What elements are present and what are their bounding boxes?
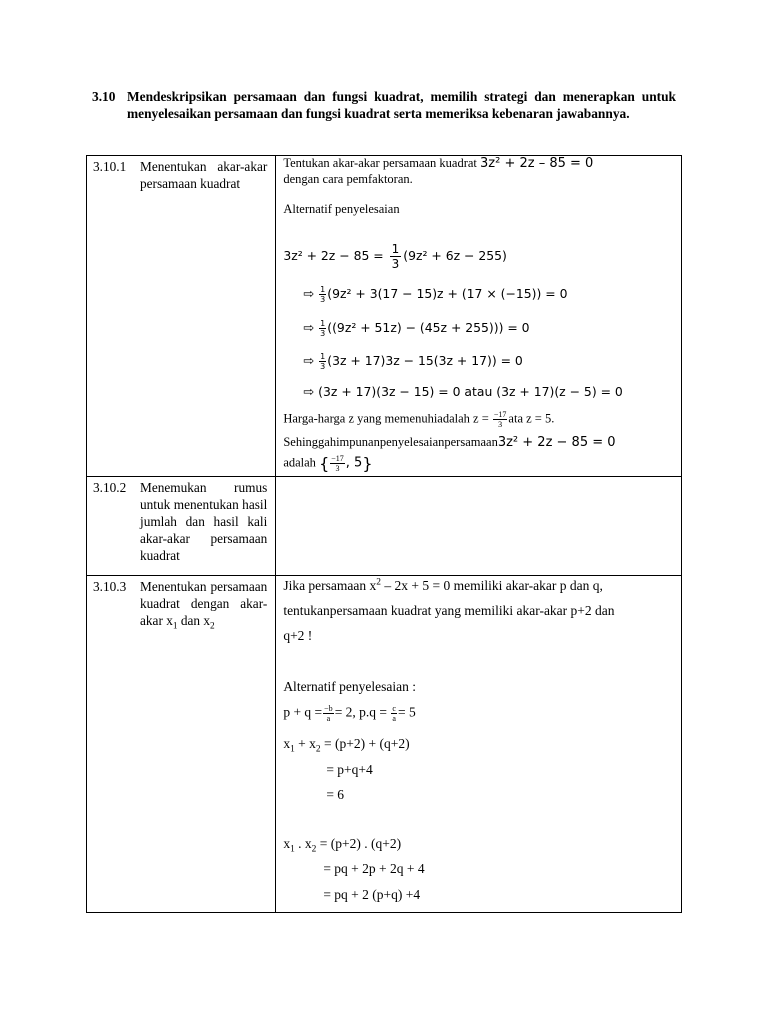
step-1: p + q = $\frac{-b}{a}$ = 2, p.q = $\frac{c}{a}$ = 5: [283, 704, 416, 723]
step-4: ⇨ (3z + 17)(3z − 15) = 0 atau (3z + 17)(z − 5) = 0: [303, 384, 623, 400]
step-3: = p+q+4: [326, 762, 373, 777]
step-5: $x_1$ . $x_2 = (p+2)$ . (q+2): [283, 836, 402, 855]
indicator-table: [86, 155, 682, 913]
alternative-label: Alternatif penyelesaian: [283, 202, 400, 216]
solution-cell: [276, 576, 682, 913]
alternative-label: Alternatif penyelesaian :: [283, 679, 417, 694]
step-7: = pq + 2 (p+q) +4: [323, 887, 421, 902]
arrow-icon: ⇨: [303, 321, 315, 336]
indicator-description: Menemukan rumus untuk menentukan hasil jumlah dan hasil kali akar-akar persamaan kuadrat: [140, 480, 268, 563]
step-2: ⇨ $\frac{1}{3}$ ((9z² + 51z) − (45z + 255))) = 0: [303, 319, 530, 338]
step-1: ⇨ $\frac{1}{3}$ (9z² + 3(17 − 15)z + (17 × (−15)) = 0: [303, 285, 568, 304]
section-number: 3.10: [92, 89, 116, 104]
question-tail: dengan cara pemfaktoran.: [283, 172, 413, 186]
table-row: [87, 477, 682, 576]
result-line-3: adalah { $\frac{-17}{3}$ , 5}: [283, 454, 373, 473]
table-row: [87, 576, 682, 913]
arrow-icon: ⇨: [303, 385, 315, 400]
step-0: 3z² + 2z − 85 = $\frac{1}{3}$ (9z² + 6z − 255): [283, 242, 507, 271]
indicator-cell: [87, 477, 276, 576]
indicator-code: 3.10.3: [93, 579, 127, 594]
question-line-3: q+2 !: [283, 628, 313, 643]
question-line-2: tentukanpersamaan kuadrat yang memiliki akar-akar p+2 dan: [283, 603, 615, 618]
question-line: Tentukan akar-akar persamaan kuadrat 3z² + 2z – 85 = 0: [283, 156, 594, 171]
indicator-description: Menentukan akar-akar persamaan kuadrat: [140, 159, 268, 191]
step-2: $x_1 + x_2 = (p+2) + (q+2)$: [283, 736, 410, 755]
question-equation: 3z² + 2z – 85 = 0: [480, 156, 594, 171]
section-heading: [92, 88, 676, 122]
table-row: [87, 156, 682, 477]
question-line-1: Jika persamaan $x^2 - 2x + 5 = 0$ memiliki akar-akar p dan q,: [283, 577, 603, 593]
solution-cell: [276, 156, 682, 477]
step-4: = 6: [326, 787, 345, 802]
indicator-cell: [87, 156, 276, 477]
section-title: Mendeskripsikan persamaan dan fungsi kuadrat, memilih strategi dan menerapkan untuk menyelesaikan persamaan dan fungsi kuadrat serta memeriksa kebenaran jawabannya.: [127, 89, 676, 121]
arrow-icon: ⇨: [303, 354, 315, 369]
indicator-code: 3.10.2: [93, 480, 127, 495]
solution-cell-empty: [276, 477, 682, 576]
result-line-1: Harga-harga z yang memenuhiadalah z = $\frac{-17}{3}$ ata z = 5.: [283, 410, 555, 429]
indicator-code: 3.10.1: [93, 159, 127, 174]
indicator-description: Menentukan persamaan kuadrat dengan akar-akar $x_1$ dan $x_2$: [140, 579, 268, 632]
indicator-cell: [87, 576, 276, 913]
result-line-2: Sehinggahimpunanpenyelesaianpersamaan3z² + 2z − 85 = 0: [283, 435, 616, 450]
arrow-icon: ⇨: [303, 287, 315, 302]
step-3: ⇨ $\frac{1}{3}$ (3z + 17)3z − 15(3z + 17)) = 0: [303, 352, 523, 371]
step-6: = pq + 2p + 2q + 4: [323, 861, 425, 876]
